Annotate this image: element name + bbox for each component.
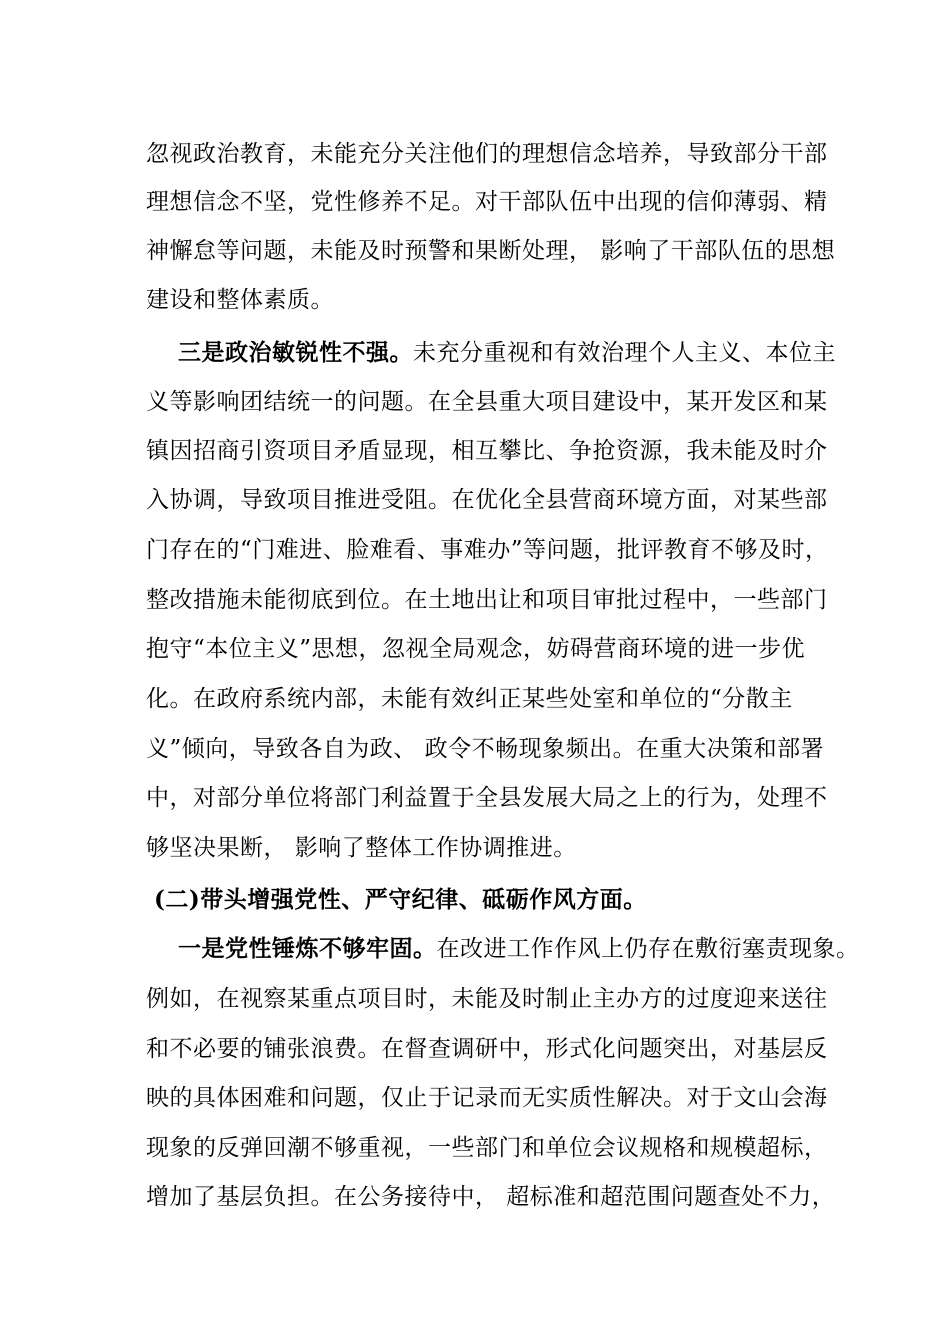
text-line: 化。在政府系统内部，未能有效纠正某些处室和单位的“分散主: [146, 686, 793, 712]
paragraph-heading: 一是党性锤炼不够牢固。: [178, 935, 437, 962]
paragraph-first-line: [178, 338, 836, 368]
text-line: 增加了基层负担。在公务接待中， 超标准和超范围问题查处不力，: [146, 1184, 836, 1210]
text-line: 入协调，导致项目推进受阻。在优化全县营商环境方面，对某些部: [146, 487, 828, 513]
text-run: 未充分重视和有效治理个人主义、本位主: [413, 340, 836, 366]
text-line: 义”倾向，导致各自为政、 政令不畅现象频出。在重大决策和部署: [146, 736, 825, 762]
text-line: 义等影响团结统一的问题。在全县重大项目建设中，某开发区和某: [146, 389, 828, 415]
section-heading: (二)带头增强党性、严守纪律、砥砺作风方面。: [154, 886, 647, 913]
text-line: 神懈怠等问题，未能及时预警和果断处理， 影响了干部队伍的思想: [146, 238, 836, 264]
text-line: 镇因招商引资项目矛盾显现，相互攀比、争抢资源，我未能及时介: [146, 438, 828, 464]
text-line: 整改措施未能彻底到位。在土地出让和项目审批过程中，一些部门: [146, 587, 828, 613]
text-run: 在改进工作作风上仍存在敷衍塞责现象。: [436, 936, 860, 962]
paragraph-heading: 三是政治敏锐性不强。: [178, 339, 413, 366]
text-line: 映的具体困难和问题，仅止于记录而无实质性解决。对于文山会海: [146, 1085, 828, 1111]
paragraph-first-line: [178, 934, 860, 964]
text-line: 建设和整体素质。: [146, 287, 334, 313]
text-line: 门存在的“门难进、脸难看、事难办”等问题，批评教育不够及时，: [146, 537, 829, 563]
text-line: 抱守“本位主义”思想，忽视全局观念，妨碍营商环境的进一步优: [146, 636, 806, 662]
text-line: 理想信念不坚，党性修养不足。对干部队伍中出现的信仰薄弱、精: [146, 189, 828, 215]
text-line: 够坚决果断， 影响了整体工作协调推进。: [146, 835, 577, 861]
text-line: 例如，在视察某重点项目时，未能及时制止主办方的过度迎来送往: [146, 986, 828, 1012]
text-line: 和不必要的铺张浪费。在督查调研中，形式化问题突出，对基层反: [146, 1036, 828, 1062]
text-line: 中，对部分单位将部门利益置于全县发展大局之上的行为，处理不: [146, 785, 828, 811]
text-line: 现象的反弹回潮不够重视，一些部门和单位会议规格和规模超标，: [146, 1135, 828, 1161]
text-line: 忽视政治教育，未能充分关注他们的理想信念培养，导致部分干部: [146, 141, 828, 167]
